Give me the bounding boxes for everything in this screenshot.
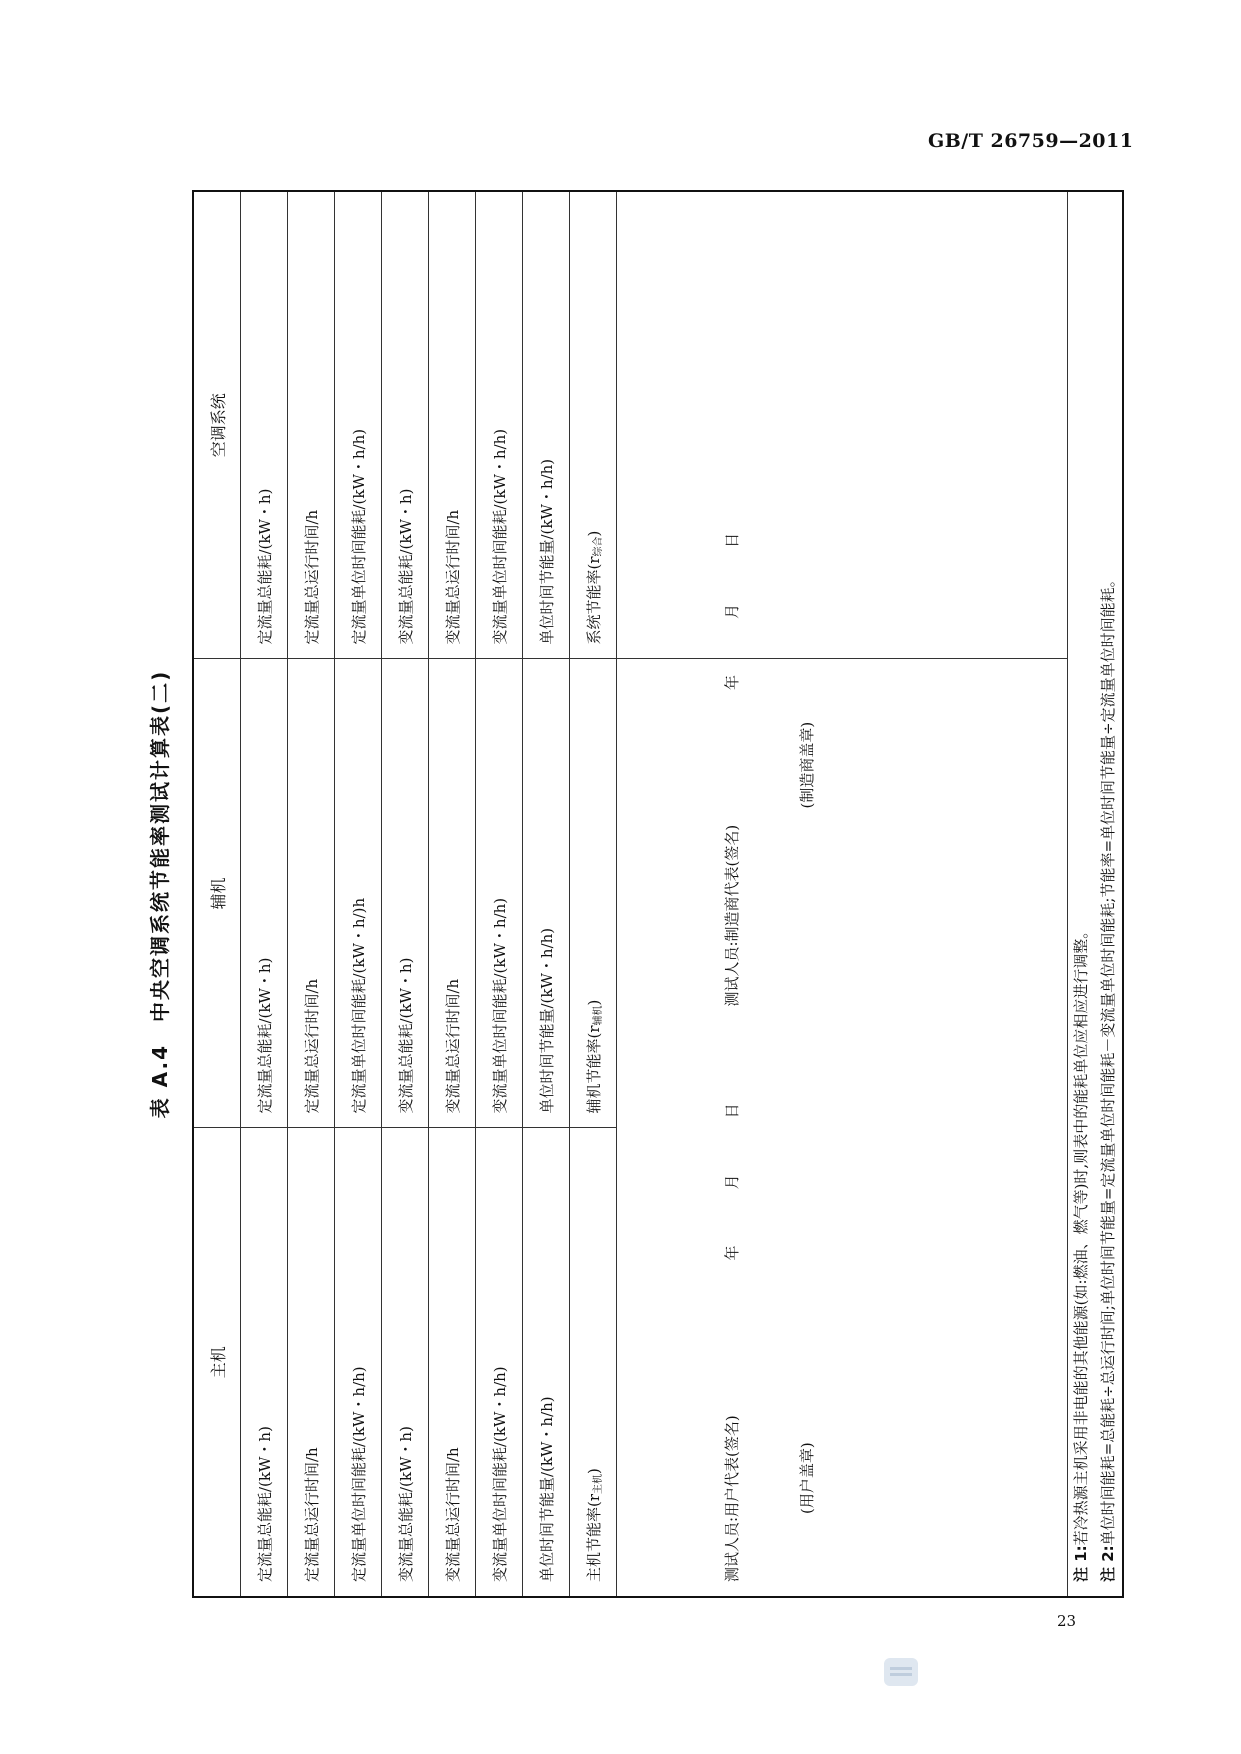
user-signature-label: 测试人员:用户代表(签名) — [723, 1415, 741, 1582]
table-row — [335, 191, 382, 1597]
maker-signature-cell — [617, 191, 1068, 1007]
table-row — [241, 191, 288, 1597]
rate-subscript: 主机 — [592, 1473, 604, 1494]
rate-label: 系统节能率(r — [584, 556, 603, 645]
date-year: 年 — [723, 674, 741, 690]
table-row — [523, 191, 570, 1597]
page-number: 23 — [1057, 1612, 1077, 1630]
maker-signature-label: 测试人员:制造商代表(签名) — [723, 824, 741, 1007]
note-text: 单位时间能耗=总能耗÷总运行时间;单位时间节能量=定流量单位时间能耗－变流量单位时间能耗;节能率=单位时间节能量÷定流量单位时间能耗。 — [1099, 572, 1117, 1546]
table-cell: 变流量总运行时间/h — [429, 191, 476, 659]
table-cell: 变流量单位时间能耗/(kW・h/h) — [476, 1128, 523, 1597]
table-cell: 定流量总能耗/(kW・h) — [241, 191, 288, 659]
rate-subscript: 辅机 — [592, 1005, 604, 1026]
user-stamp-label: (用户盖章) — [798, 1442, 816, 1514]
note-tag: 注 1: — [1072, 1545, 1090, 1582]
table-cell: 单位时间节能量/(kW・h/h) — [523, 1128, 570, 1597]
date-month: 月 — [723, 603, 741, 619]
notes-row — [1068, 191, 1124, 1597]
energy-saving-rate-row — [570, 191, 617, 1597]
user-signature-date — [721, 1103, 742, 1260]
main-unit-rate-cell — [570, 1128, 617, 1597]
energy-saving-calculation-table — [192, 190, 1124, 1598]
table-cell: 变流量总运行时间/h — [429, 659, 476, 1128]
rate-label: 主机节能率(r — [584, 1493, 603, 1582]
table-header-row — [193, 191, 241, 1597]
table-cell: 定流量总运行时间/h — [288, 659, 335, 1128]
column-header-main-unit: 主机 — [193, 1128, 241, 1597]
table-cell: 定流量总运行时间/h — [288, 1128, 335, 1597]
system-rate-cell — [570, 191, 617, 659]
rate-close: ) — [584, 530, 603, 537]
table-cell: 定流量单位时间能耗/(kW・h/h) — [335, 191, 382, 659]
signature-row — [617, 191, 1068, 1597]
table-cell: 定流量总能耗/(kW・h) — [241, 659, 288, 1128]
table-cell: 变流量总能耗/(kW・h) — [382, 659, 429, 1128]
note-2 — [1095, 206, 1122, 1582]
date-day: 日 — [723, 532, 741, 548]
note-text: 若冷热源主机采用非电能的其他能源(如:燃油、燃气等)时,则表中的能耗单位应相应进行调整。 — [1072, 923, 1090, 1546]
note-tag: 注 2: — [1099, 1545, 1117, 1582]
rate-close: ) — [584, 1468, 603, 1474]
table-title: 表 A.4 中央空调系统节能率测试计算表(二) — [148, 669, 172, 1119]
table-cell: 定流量总运行时间/h — [288, 191, 335, 659]
table-cell: 定流量总能耗/(kW・h) — [241, 1128, 288, 1597]
rotated-page-content — [140, 184, 1117, 1604]
table-row — [382, 191, 429, 1597]
table-cell: 单位时间节能量/(kW・h/h) — [523, 191, 570, 659]
user-signature-cell — [617, 659, 1068, 1597]
column-header-auxiliary: 辅机 — [193, 659, 241, 1128]
table-cell: 定流量单位时间能耗/(kW・h/)h — [335, 659, 382, 1128]
table-row — [476, 191, 523, 1597]
date-day: 日 — [723, 1103, 741, 1119]
column-header-ac-system: 空调系统 — [193, 191, 241, 659]
table-cell: 变流量总能耗/(kW・h) — [382, 1128, 429, 1597]
maker-signature-date — [721, 533, 742, 690]
rate-label: 辅机节能率(r — [584, 1025, 603, 1114]
publisher-logo-icon — [883, 1657, 919, 1687]
rate-close: ) — [584, 999, 603, 1006]
table-row — [288, 191, 335, 1597]
maker-stamp-label: (制造商盖章) — [798, 721, 816, 809]
note-1 — [1068, 206, 1095, 1582]
notes-cell — [1068, 191, 1124, 1597]
standard-code: GB/T 26759—2011 — [928, 130, 1134, 152]
table-cell: 单位时间节能量/(kW・h/h) — [523, 659, 570, 1128]
table-cell: 变流量总运行时间/h — [429, 1128, 476, 1597]
table-cell: 变流量单位时间能耗/(kW・h/h) — [476, 191, 523, 659]
date-year: 年 — [723, 1245, 741, 1261]
table-row — [429, 191, 476, 1597]
table-cell: 定流量单位时间能耗/(kW・h/h) — [335, 1128, 382, 1597]
rate-subscript: 综合 — [592, 536, 604, 557]
auxiliary-rate-cell — [570, 659, 617, 1128]
date-month: 月 — [723, 1174, 741, 1190]
table-cell: 变流量单位时间能耗/(kW・h/h) — [476, 659, 523, 1128]
table-cell: 变流量总能耗/(kW・h) — [382, 191, 429, 659]
